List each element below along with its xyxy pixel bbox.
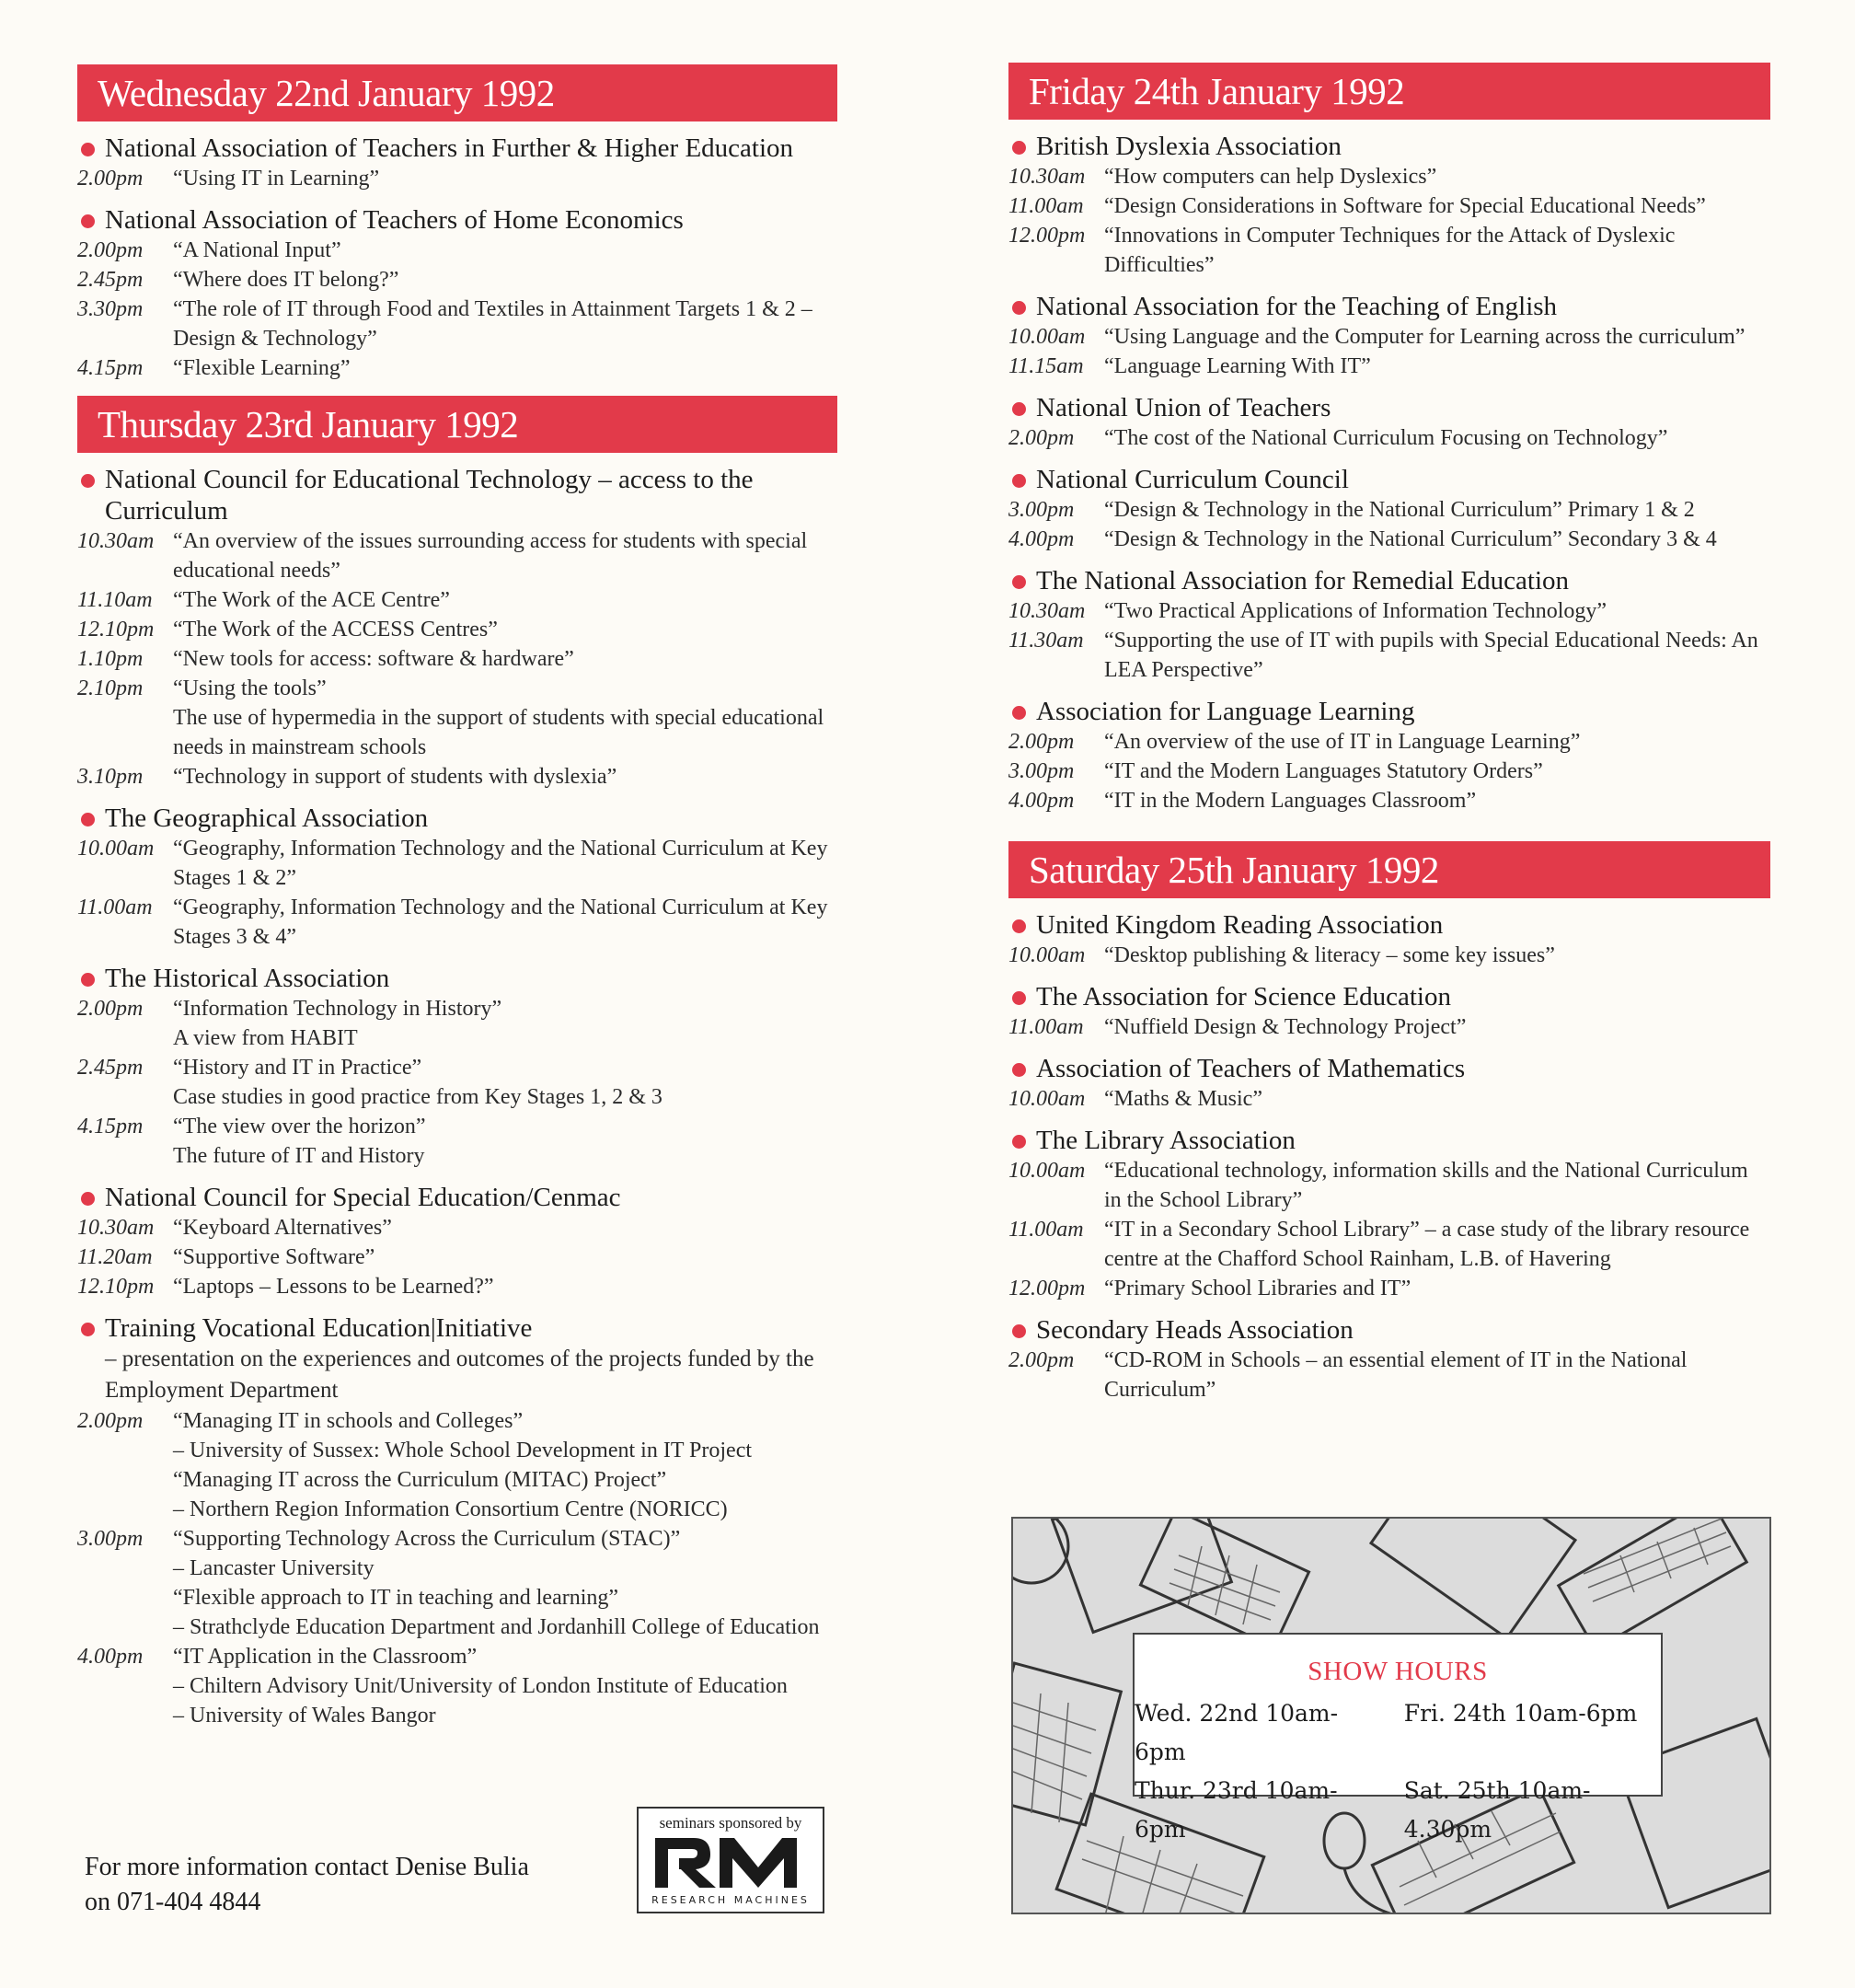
talk-row [1008,423,1770,453]
org-name: The Association for Science Education [1036,982,1451,1011]
talk-title [173,893,837,952]
show-hours-grid [1135,1694,1661,1849]
org-block-national-association-of-teachers-in-furt [77,133,837,193]
day-section-friday [1008,63,1770,815]
talk-title [1104,1215,1770,1274]
org-title [77,1182,837,1213]
org-block-national-association-for-the-teaching-of [1008,291,1770,381]
org-name: British Dyslexia Association [1036,132,1342,161]
talk-title [1104,1274,1770,1303]
talk-title-line: “New tools for access: software & hardware” [173,647,574,671]
talk-row [77,585,837,615]
talk-row [77,1406,837,1524]
talk-time: 12.00pm [1008,1277,1086,1300]
talk-row [1008,322,1770,352]
day-header: Wednesday 22nd January 1992 [77,64,837,121]
talk-title-line: “Using Language and the Computer for Learning across the curriculum” [1104,325,1746,349]
hours-saturday: Sat. 25th 10am-4.30pm [1403,1777,1591,1843]
talk-row [77,1213,837,1242]
talk-time: 2.00pm [1008,1348,1075,1372]
bullet-icon [1012,991,1026,1005]
talk-subtitle-line: – Lancaster University [173,1556,374,1580]
org-title [77,963,837,994]
talk-subtitle-line: The use of hypermedia in the support of students with special educational needs in mainstream schools [173,706,824,759]
talk-title [1104,626,1770,685]
bullet-icon [1012,706,1026,720]
bullet-icon [1012,1324,1026,1338]
bullet-icon [81,1192,95,1206]
talk-title-line: “The Work of the ACCESS Centres” [173,618,498,641]
talk-time: 11.10am [77,588,153,612]
talk-title-line: “The role of IT through Food and Textiles in Attainment Targets 1 & 2 – Design & Technology” [173,297,812,351]
org-title [77,204,837,236]
talk-time: 11.00am [77,896,153,919]
talk-title [173,994,837,1053]
talk-title-line: “Geography, Information Technology and the National Curriculum at Key Stages 1 & 2” [173,837,828,890]
talk-time: 2.00pm [1008,730,1075,754]
talk-time: 2.45pm [77,1056,144,1080]
org-name: National Council for Special Education/Cenmac [105,1183,621,1212]
contact-info [85,1850,600,1920]
talk-title-line: “An overview of the use of IT in Language Learning” [1104,730,1581,754]
talk-title-line: “An overview of the issues surrounding access for students with special educational needs” [173,529,808,583]
right-column [1008,63,1770,1404]
talk-title [1104,596,1770,626]
talk-title-line: “IT in a Secondary School Library” – a case study of the library resource centre at the Chafford School Rainham, L.B. of Havering [1104,1218,1750,1271]
org-block-association-of-teachers-of-mathematics [1008,1053,1770,1114]
talk-row [1008,221,1770,280]
talk-row [77,1112,837,1171]
talk-row [77,615,837,644]
org-title [1008,909,1770,941]
talk-title-line: “Design Considerations in Software for Special Educational Needs” [1104,194,1706,218]
hours-wednesday: Wed. 22nd 10am-6pm [1135,1700,1339,1765]
talk-row [77,164,837,193]
day-section-saturday [1008,841,1770,1404]
talk-time: 3.00pm [1008,498,1075,522]
talk-title-line: “Primary School Libraries and IT” [1104,1277,1411,1300]
org-block-training-vocational-education-initiative [77,1312,837,1730]
talk-title-line: “IT and the Modern Languages Statutory Orders” [1104,759,1543,783]
talk-title [1104,221,1770,280]
talk-time: 3.30pm [77,297,144,321]
org-name: National Council for Educational Technology – access to the Curriculum [105,465,754,526]
talk-title [173,1642,837,1730]
talk-subtitle-line: – University of Sussex: Whole School Development in IT Project [173,1439,753,1462]
talk-time: 1.10pm [77,647,144,671]
org-name: National Union of Teachers [1036,393,1331,422]
show-hours-title: SHOW HOURS [1308,1657,1488,1686]
talk-title-line: “The Work of the ACE Centre” [173,588,450,612]
talk-row [1008,941,1770,970]
talk-time: 10.00am [1008,325,1086,349]
org-name: Secondary Heads Association [1036,1315,1354,1345]
org-block-association-for-language-learning [1008,696,1770,815]
talk-title [173,526,837,585]
talk-title [173,1053,837,1112]
talk-title-line: “Information Technology in History” [173,997,502,1021]
talk-time: 2.00pm [77,997,144,1021]
talk-row [77,644,837,674]
talk-title [1104,1156,1770,1215]
talk-row [77,1242,837,1272]
talk-row [1008,727,1770,757]
org-block-national-curriculum-council [1008,464,1770,554]
talk-title [173,164,837,193]
talk-title-line: “Supportive Software” [173,1245,375,1269]
org-name: The Library Association [1036,1126,1296,1155]
talk-title-line: “Desktop publishing & literacy – some key issues” [1104,943,1555,967]
org-title [1008,1125,1770,1156]
talk-time: 10.00am [77,837,155,861]
org-name: The Historical Association [105,964,390,993]
talk-row [77,265,837,295]
talk-title-line: “CD-ROM in Schools – an essential element of IT in the National Curriculum” [1104,1348,1688,1402]
talk-time: 2.00pm [77,238,144,262]
talk-time: 11.30am [1008,629,1084,653]
talk-time: 10.30am [77,529,155,553]
org-title [1008,1314,1770,1346]
talk-row [1008,191,1770,221]
bullet-icon [1012,1063,1026,1077]
org-name: National Association of Teachers of Home Economics [105,205,684,235]
talk-row [77,1524,837,1642]
org-title [1008,131,1770,162]
talk-title [173,1242,837,1272]
bullet-icon [1012,141,1026,155]
talk-title [173,585,837,615]
org-title [77,803,837,834]
talk-time: 11.00am [1008,1015,1084,1039]
bullet-icon [1012,402,1026,416]
talk-title [173,1524,837,1642]
org-title [1008,464,1770,495]
talk-title-line: “Supporting Technology Across the Curriculum (STAC)” [173,1527,681,1551]
contact-line-1: For more information contact Denise Bulia [85,1853,529,1881]
bullet-icon [81,214,95,228]
talk-time: 2.00pm [1008,426,1075,450]
talk-time: 4.15pm [77,1115,144,1138]
org-block-the-national-association-for-remedial-ed [1008,565,1770,685]
talk-title-line: “Design & Technology in the National Curriculum” Primary 1 & 2 [1104,498,1695,522]
talk-title-line: “Innovations in Computer Techniques for the Attack of Dyslexic Difficulties” [1104,224,1676,277]
talk-time: 10.30am [77,1216,155,1240]
talk-title-line: “Maths & Music” [1104,1087,1262,1111]
bullet-icon [1012,474,1026,488]
org-block-united-kingdom-reading-association [1008,909,1770,970]
talk-title [173,834,837,893]
rm-logo-mark [655,1836,810,1890]
org-title [1008,392,1770,423]
talk-time: 4.00pm [77,1645,144,1669]
talk-row [77,762,837,792]
talk-subtitle-line: – Strathclyde Education Department and Jordanhill College of Education [173,1615,820,1639]
talk-row [1008,495,1770,525]
talk-title [1104,352,1770,381]
talk-subtitle-line: – University of Wales Bangor [173,1704,436,1728]
org-title [77,464,837,526]
talk-title [173,644,837,674]
org-name: The National Association for Remedial Education [1036,566,1570,595]
talk-row [1008,352,1770,381]
talk-title-line: “Supporting the use of IT with pupils with Special Educational Needs: An LEA Perspective” [1104,629,1758,682]
monitor-illustration-2 [1371,1519,1575,1638]
org-name: Association of Teachers of Mathematics [1036,1054,1466,1083]
talk-title [173,674,837,762]
talk-title-line: “Design & Technology in the National Curriculum” Secondary 3 & 4 [1104,527,1717,551]
talk-title-line: “Using the tools” [173,676,327,700]
talk-subtitle-line: Case studies in good practice from Key Stages 1, 2 & 3 [173,1085,662,1109]
talk-title [1104,757,1770,786]
talk-row [77,994,837,1053]
talk-row [1008,1012,1770,1042]
talk-time: 2.00pm [77,167,144,191]
talk-title-line: “Technology in support of students with dyslexia” [173,765,617,789]
bullet-icon [81,813,95,826]
talk-time: 10.00am [1008,1159,1086,1183]
day-section-wednesday [77,64,837,383]
org-name: Association for Language Learning [1036,697,1415,726]
talk-title-line: “How computers can help Dyslexics” [1104,165,1437,189]
talk-title [1104,162,1770,191]
talk-row [77,893,837,952]
talk-time: 3.10pm [77,765,144,789]
talk-title [1104,786,1770,815]
talk-row [1008,1084,1770,1114]
talk-time: 4.00pm [1008,789,1075,813]
bullet-icon [1012,301,1026,315]
org-block-national-union-of-teachers [1008,392,1770,453]
talk-row [1008,596,1770,626]
org-note: – presentation on the experiences and outcomes of the projects funded by the Employment Department [105,1347,814,1403]
org-title [77,1312,837,1344]
talk-row [1008,162,1770,191]
talk-title-line: “Nuffield Design & Technology Project” [1104,1015,1467,1039]
talk-time: 2.45pm [77,268,144,292]
talk-title [173,762,837,792]
talk-title [173,265,837,295]
org-block-national-council-for-educational-technol [77,464,837,792]
talk-time: 2.00pm [77,1409,144,1433]
talk-title [173,1406,837,1524]
talk-title [1104,727,1770,757]
bullet-icon [81,1323,95,1336]
talk-time: 12.10pm [77,618,155,641]
show-hours-box [1133,1633,1663,1843]
talk-row [1008,1215,1770,1274]
talk-row [1008,786,1770,815]
talk-subtitle-line: A view from HABIT [173,1026,358,1050]
org-block-british-dyslexia-association [1008,131,1770,280]
contact-phone: on 071-404 4844 [85,1888,261,1916]
day-header: Saturday 25th January 1992 [1008,841,1770,898]
talk-time: 4.15pm [77,356,144,380]
talk-title [173,353,837,383]
talk-time: 11.15am [1008,354,1084,378]
talk-row [77,353,837,383]
talk-title [173,615,837,644]
bullet-icon [1012,919,1026,933]
talk-title [1104,423,1770,453]
org-name: United Kingdom Reading Association [1036,910,1444,940]
talk-subtitle-line: – Northern Region Information Consortium Centre (NORICC) [173,1497,728,1521]
org-block-the-geographical-association [77,803,837,952]
talk-row [1008,1274,1770,1303]
talk-time: 12.10pm [77,1275,155,1299]
org-title [1008,565,1770,596]
talk-row [1008,1156,1770,1215]
talk-title [1104,1346,1770,1404]
org-block-national-council-for-special-education-c [77,1182,837,1301]
talk-time: 11.00am [1008,1218,1084,1242]
sponsor-label: seminars sponsored by [659,1814,802,1832]
bullet-icon [1012,1135,1026,1149]
talk-row [77,295,837,353]
talk-subtitle-line: – Chiltern Advisory Unit/University of London Institute of Education [173,1674,788,1698]
talk-title-line: “IT in the Modern Languages Classroom” [1104,789,1477,813]
keyboard-illustration-2 [1559,1519,1747,1649]
talk-title [1104,941,1770,970]
talk-time: 4.00pm [1008,527,1075,551]
talk-row [1008,1346,1770,1404]
talk-title [173,1213,837,1242]
talk-row [1008,525,1770,554]
talk-title [1104,495,1770,525]
left-column [77,64,837,1730]
talk-title-line: “Laptops – Lessons to be Learned?” [173,1275,494,1299]
org-block-national-association-of-teachers-of-home [77,204,837,383]
bullet-icon [81,143,95,156]
rm-sponsor-logo [637,1807,824,1913]
org-title [1008,1053,1770,1084]
org-name: National Curriculum Council [1036,465,1349,494]
day-header: Thursday 23rd January 1992 [77,396,837,453]
bullet-icon [1012,575,1026,589]
org-title [77,133,837,164]
org-name: National Association of Teachers in Further & Higher Education [105,133,794,163]
hours-friday: Fri. 24th 10am-6pm [1403,1700,1638,1727]
talk-title [173,1272,837,1301]
talk-title-line: “Using IT in Learning” [173,167,380,191]
talk-row [77,834,837,893]
talk-title-line: “Managing IT in schools and Colleges” [173,1409,524,1433]
sponsor-caption: RESEARCH MACHINES [651,1894,810,1906]
talk-title-line: “History and IT in Practice” [173,1056,422,1080]
talk-title [1104,1012,1770,1042]
talk-title-line: “The view over the horizon” [173,1115,426,1138]
talk-title [173,295,837,353]
talk-row [77,1053,837,1112]
talk-title-line: “Where does IT belong?” [173,268,399,292]
talk-time: 3.00pm [77,1527,144,1551]
talk-row [77,1642,837,1730]
talk-row [1008,757,1770,786]
talk-row [77,674,837,762]
talk-title-line: “Two Practical Applications of Information Technology” [1104,599,1607,623]
org-name: National Association for the Teaching of English [1036,292,1558,321]
talk-title-line: “Keyboard Alternatives” [173,1216,392,1240]
talk-time: 3.00pm [1008,759,1075,783]
talk-title [173,236,837,265]
talk-subtitle-line: “Flexible approach to IT in teaching and learning” [173,1586,619,1610]
talk-time: 12.00pm [1008,224,1086,248]
talk-title-line: “Language Learning With IT” [1104,354,1371,378]
talk-time: 10.30am [1008,599,1086,623]
talk-row [77,1272,837,1301]
talk-title-line: “Geography, Information Technology and the National Curriculum at Key Stages 3 & 4” [173,896,828,949]
talk-subtitle-line: “Managing IT across the Curriculum (MITAC) Project” [173,1468,667,1492]
show-hours-panel [1011,1517,1771,1914]
bullet-icon [81,973,95,987]
day-header: Friday 24th January 1992 [1008,63,1770,120]
talk-title-line: “A National Input” [173,238,341,262]
org-name: Training Vocational Education|Initiative [105,1313,533,1343]
org-block-the-historical-association [77,963,837,1171]
talk-title [1104,525,1770,554]
talk-row [77,526,837,585]
talk-row [1008,626,1770,685]
org-block-the-association-for-science-education [1008,981,1770,1042]
talk-time: 10.00am [1008,943,1086,967]
org-block-secondary-heads-association [1008,1314,1770,1404]
talk-title [1104,191,1770,221]
org-name: The Geographical Association [105,803,429,833]
org-title [1008,981,1770,1012]
talk-title-line: “Flexible Learning” [173,356,351,380]
talk-title [1104,322,1770,352]
talk-title-line: “The cost of the National Curriculum Focusing on Technology” [1104,426,1668,450]
talk-time: 10.00am [1008,1087,1086,1111]
talk-time: 11.00am [1008,194,1084,218]
bullet-icon [81,474,95,488]
talk-time: 2.10pm [77,676,144,700]
org-block-the-library-association [1008,1125,1770,1303]
hours-thursday: Thur. 23rd 10am-6pm [1135,1777,1338,1843]
org-title [1008,696,1770,727]
talk-time: 10.30am [1008,165,1086,189]
talk-title [173,1112,837,1171]
talk-title-line: “Educational technology, information skills and the National Curriculum in the School Library” [1104,1159,1748,1212]
talk-subtitle-line: The future of IT and History [173,1144,425,1168]
keyboard-illustration-1 [1140,1519,1308,1647]
talk-time: 11.20am [77,1245,153,1269]
talk-row [77,236,837,265]
org-title [1008,291,1770,322]
talk-title-line: “IT Application in the Classroom” [173,1645,478,1669]
talk-title [1104,1084,1770,1114]
day-section-thursday [77,396,837,1730]
